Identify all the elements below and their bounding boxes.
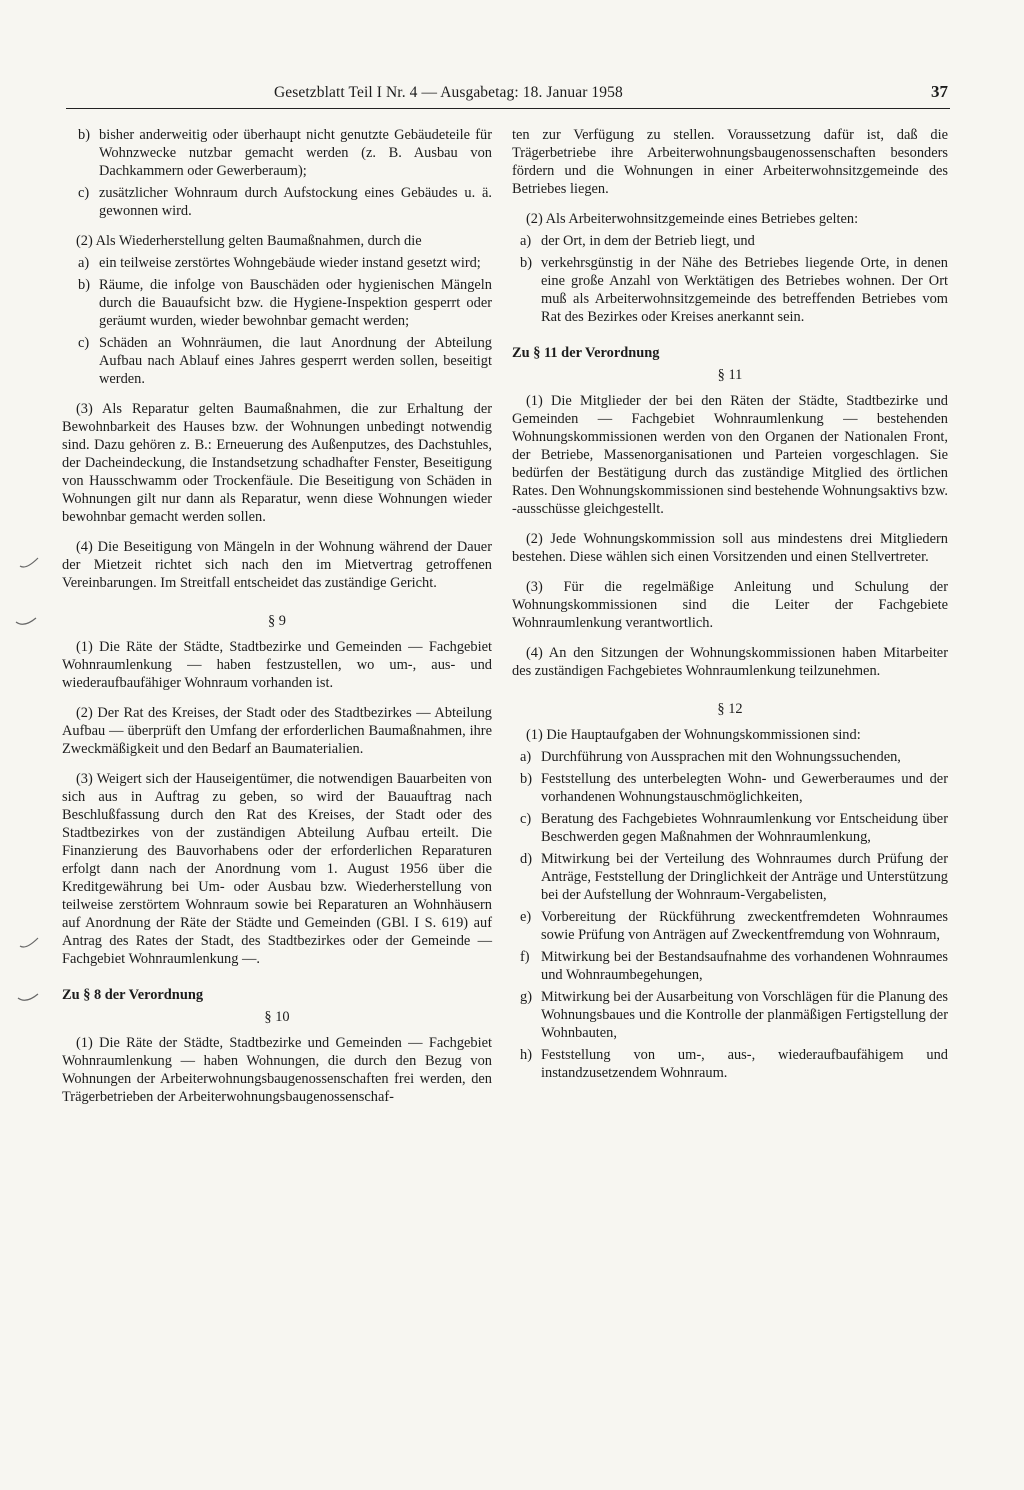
section-heading: § 10: [264, 1009, 290, 1025]
right-list-2: [520, 748, 948, 1082]
list-item: [78, 276, 492, 330]
item-text: verkehrsgünstig in der Nähe des Betriebes liegende Orte, in denen eine große Anzahl von Werktätigen des Betriebes wohnen. Der Ort muß als Arbeiterwohnsitzgemeinde des betreffenden Betriebes vom Rat des Bezirkes oder Kreises anerkannt sein.: [541, 255, 948, 325]
subheading: Zu § 8 der Verordnung: [62, 987, 204, 1003]
list-item: [520, 232, 948, 250]
item-label: b): [520, 771, 532, 787]
item-label: c): [78, 335, 90, 351]
list-item: [78, 254, 492, 272]
item-label: e): [520, 909, 532, 925]
list-item: [520, 850, 948, 904]
margin-tick-icon: [18, 556, 42, 572]
left-list-2: [78, 254, 492, 388]
left-column: [62, 126, 492, 1118]
paragraph: (2) Jede Wohnungskommission soll aus mindestens drei Mitgliedern bestehen. Diese wählen sich einen Vorsitzenden und einen Stellvertreter.: [512, 531, 948, 565]
section-heading: § 11: [717, 367, 743, 383]
paragraph: (3) Für die regelmäßige Anleitung und Schulung der Wohnungskommissionen sind die Leiter der Fachgebiete Wohnraumlenkung verantwortlich.: [512, 579, 948, 631]
list-item: [78, 126, 492, 180]
paragraph: (2) Als Arbeiterwohnsitzgemeinde eines Betriebes gelten:: [526, 211, 859, 227]
paragraph: (4) Die Beseitigung von Mängeln in der Wohnung während der Dauer der Mietzeit richtet sich nach den im Mietvertrag getroffenen Vereinbarungen. Im Streitfall entscheidet das zuständige Gericht.: [62, 539, 492, 591]
item-text: Beratung des Fachgebietes Wohnraumlenkung vor Entscheidung über Beschwerden gegen Maßnahmen der Wohnraumlenkung,: [541, 811, 948, 845]
page-header: [66, 82, 950, 109]
item-text: bisher anderweitig oder überhaupt nicht genutzte Gebäudeteile für Wohnzwecke nutzbar gemacht werden (z. B. Ausbau von Dachkammern oder Gewerberaum);: [99, 127, 492, 179]
item-label: g): [520, 989, 532, 1005]
list-item: [520, 254, 948, 326]
paragraph: (1) Die Räte der Städte, Stadtbezirke und Gemeinden — Fachgebiet Wohnraumlenkung — haben festzustellen, wo um-, aus- und wiederaufbaufähiger Wohnraum vorhanden ist.: [62, 639, 492, 691]
item-label: f): [520, 949, 530, 965]
item-label: a): [520, 233, 532, 249]
item-text: ein teilweise zerstörtes Wohngebäude wieder instand gesetzt wird;: [99, 255, 481, 271]
section-heading: § 12: [717, 701, 743, 717]
list-item: [78, 184, 492, 220]
item-text: Vorbereitung der Rückführung zweckentfremdeten Wohnraumes sowie Prüfung von Anträgen auf Zweckentfremdung von Wohnraum,: [541, 909, 948, 943]
section-heading: § 9: [268, 613, 286, 629]
paragraph: (3) Als Reparatur gelten Baumaßnahmen, die zur Erhaltung der Bewohnbarkeit des Hauses bzw. der Wohnungen unbedingt notwendig sind. Dazu gehören z. B.: Erneuerung des Außenputzes, des Dachstuhles, der Dacheindeckung, die Instandsetzung schadhafter Fenster, Beseitigung von Hausschwamm oder Trockenfäule. Die Beseitigung von Schäden in Wohnungen gilt nur dann als Reparatur, wenn diese Wohnungen wieder bewohnbar gemacht werden sollen.: [62, 401, 492, 525]
item-text: Mitwirkung bei der Ausarbeitung von Vorschlägen für die Planung des Wohnungsbaues und die Kontrolle der planmäßigen Fertigstellung der Wohnbauten,: [541, 989, 948, 1041]
paragraph: (1) Die Räte der Städte, Stadtbezirke und Gemeinden — Fachgebiet Wohnraumlenkung — haben Wohnungen, die durch den Bezug von Wohnungen der Arbeiterwohnungsbaugenossenschaften frei werden, den Trägerbetrieben der Arbeiterwohnungsbaugenossenschaf-: [62, 1035, 492, 1105]
item-label: c): [78, 185, 90, 201]
item-label: b): [78, 277, 90, 293]
right-list-1: [520, 232, 948, 326]
list-item: [520, 748, 948, 766]
paragraph: (3) Weigert sich der Hauseigentümer, die notwendigen Bauarbeiten von sich aus in Auftrag zu geben, so wird der Bauauftrag nach Beschlußfassung durch den Rat des Kreises, der Stadt oder des Stadtbezirkes von der zuständigen Abteilung Aufbau erteilt. Die Finanzierung des Bauvorhabens oder der erforderlichen Reparaturen erfolgt dann nach der Anordnung vom 1. August 1956 über die Kreditgewährung bei Um- oder Ausbau bzw. Wiederherstellung von teilweise zerstörtem Wohnraum sowie bei Reparaturen an Wohnhäusern auf Anordnung der Räte der Städte und Gemeinden (GBl. I S. 619) auf Antrag des Rates der Stadt, des Stadtbezirkes oder der Gemeinde — Fachgebiet Wohnraumlenkung —.: [62, 771, 492, 967]
page-number: 37: [931, 82, 948, 101]
subheading: Zu § 11 der Verordnung: [512, 345, 660, 361]
list-item: [520, 908, 948, 944]
item-label: a): [78, 255, 90, 271]
paragraph: (4) An den Sitzungen der Wohnungskommissionen haben Mitarbeiter des zuständigen Fachgebietes Wohnraumlenkung teilzunehmen.: [512, 645, 948, 679]
item-label: h): [520, 1047, 532, 1063]
paragraph: (2) Als Wiederherstellung gelten Baumaßnahmen, durch die: [76, 233, 422, 249]
item-label: b): [78, 127, 90, 143]
paragraph: (1) Die Mitglieder der bei den Räten der Städte, Stadtbezirke und Gemeinden — Fachgebiet Wohnraumlenkung — bestehenden Wohnungskommissionen werden von den Organen der Nationalen Front, der Betriebe, Massenorganisationen und Parteien vorgeschlagen. Sie bedürfen der Bestätigung durch das zuständige Mitglied des örtlichen Rates. Den Wohnungskommissionen sind bestehende Wohnungsaktivs bzw. -ausschüsse gleichgestellt.: [512, 393, 948, 517]
item-text: Mitwirkung bei der Bestandsaufnahme des vorhandenen Wohnraumes und Wohnraumbegehungen,: [541, 949, 948, 983]
item-label: a): [520, 749, 532, 765]
margin-tick-icon: [16, 990, 40, 1006]
item-label: c): [520, 811, 532, 827]
item-label: d): [520, 851, 532, 867]
list-item: [520, 948, 948, 984]
list-item: [520, 810, 948, 846]
header-title: Gesetzblatt Teil I Nr. 4 — Ausgabetag: 18. Januar 1958: [274, 84, 623, 101]
item-text: Mitwirkung bei der Verteilung des Wohnraumes durch Prüfung der Anträge, Feststellung der Dringlichkeit der Anträge und Unterstützung bei der Aufstellung der Wohnraum-Vergabelisten,: [541, 851, 948, 903]
item-text: der Ort, in dem der Betrieb liegt, und: [541, 233, 755, 249]
item-label: b): [520, 255, 532, 271]
list-item: [520, 770, 948, 806]
paragraph: ten zur Verfügung zu stellen. Voraussetzung dafür ist, daß die Trägerbetriebe ihre Arbeiterwohnungsbaugenossenschaften besonders fördern und die Wohnungen in einer Arbeiterwohnsitzgemeinde des Betriebes liegen.: [512, 127, 948, 197]
margin-tick-icon: [18, 936, 42, 952]
list-item: [78, 334, 492, 388]
item-text: Durchführung von Aussprachen mit den Wohnungssuchenden,: [541, 749, 901, 765]
paragraph: (2) Der Rat des Kreises, der Stadt oder des Stadtbezirkes — Abteilung Aufbau — überprüft den Umfang der erforderlichen Baumaßnahmen, ihre Zweckmäßigkeit und den Bedarf an Baumaterialien.: [62, 705, 492, 757]
margin-tick-icon: [14, 614, 38, 630]
list-item: [520, 1046, 948, 1082]
paragraph: (1) Die Hauptaufgaben der Wohnungskommissionen sind:: [526, 727, 861, 743]
item-text: Feststellung des unterbelegten Wohn- und Gewerberaumes und der vorhandenen Wohnungstauschmöglichkeiten,: [541, 771, 948, 805]
item-text: Feststellung von um-, aus-, wiederaufbaufähigem und instandzusetzendem Wohnraum.: [541, 1047, 948, 1081]
item-text: Räume, die infolge von Bauschäden oder hygienischen Mängeln durch die Bauaufsicht bzw. die Hygiene-Inspektion gesperrt oder geräumt wurden, wieder bewohnbar gemacht werden;: [99, 277, 492, 329]
left-list-1: [78, 126, 492, 220]
right-column: [512, 126, 948, 1094]
item-text: zusätzlicher Wohnraum durch Aufstockung eines Gebäudes u. ä. gewonnen wird.: [99, 185, 492, 219]
list-item: [520, 988, 948, 1042]
item-text: Schäden an Wohnräumen, die laut Anordnung der Abteilung Aufbau nach Ablauf eines Jahres gesperrt werden sollen, beseitigt werden.: [99, 335, 492, 387]
